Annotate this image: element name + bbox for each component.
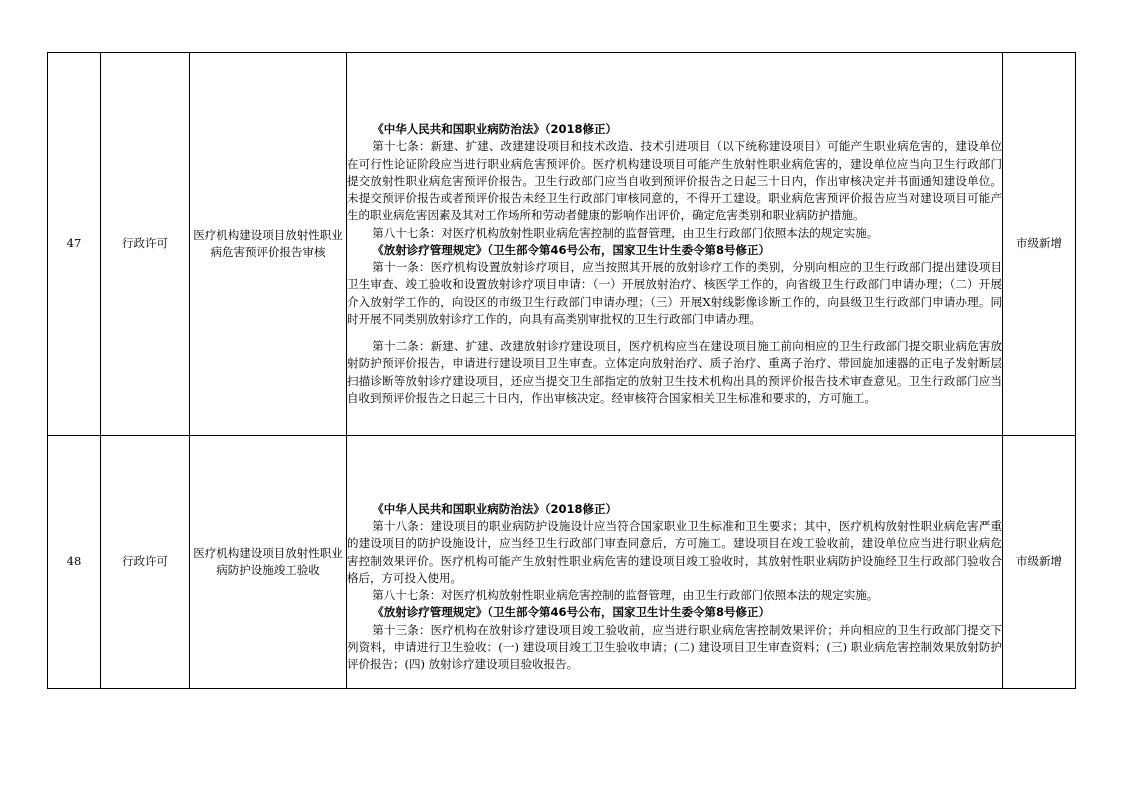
item-table bbox=[47, 52, 1076, 689]
item-type: 行政许可 bbox=[101, 53, 190, 436]
law-article: 第十八条：建设项目的职业病防护设施设计应当符合国家职业卫生标准和卫生要求；其中，医疗机构放射性职业病危害严重的建设项目的防护设施设计，应当经卫生行政部门审查同意后，方可施工。建设项目在竣工验收前，建设单位应当进行职业病危害控制效果评价。医疗机构可能产生放射性职业病危害的建设项目竣工验收时，其放射性职业病防护设施经卫生行政部门验收合格后，方可投入使用。 bbox=[347, 519, 1002, 585]
law-title: 《放射诊疗管理规定》（卫生部令第46号公布，国家卫生计生委令第8号修正） bbox=[372, 605, 771, 620]
law-article: 第十三条：医疗机构在放射诊疗建设项目竣工验收前，应当进行职业病危害控制效果评价；并向相应的卫生行政部门提交下列资料，申请进行卫生验收：(一) 建设项目竣工卫生验收申请；(二) 建设项目卫生审查资料；(三) 职业病危害控制效果放射防护评价报告；(四) 放射诊疗建设项目验收报告。 bbox=[347, 622, 1002, 671]
item-number: 48 bbox=[48, 436, 101, 689]
law-article: 第十七条：新建、扩建、改建建设项目和技术改造、技术引进项目（以下统称建设项目）可能产生职业病危害的，建设单位在可行性论证阶段应当进行职业病危害预评价。医疗机构建设项目可能产生放射性职业病危害的，建设单位应当向卫生行政部门提交放射性职业病危害预评价报告。卫生行政部门应当自收到预评价报告之日起三十日内，作出审核决定并书面通知建设单位。未提交预评价报告或者预评价报告未经卫生行政部门审核同意的，不得开工建设。职业病危害预评价报告应当对建设项目可能产生的职业病危害因素及其对工作场所和劳动者健康的影响作出评价，确定危害类别和职业病防护措施。 bbox=[347, 139, 1002, 223]
law-article: 第八十七条：对医疗机构放射性职业病危害控制的监督管理，由卫生行政部门依照本法的规定实施。 bbox=[372, 588, 879, 602]
item-number: 47 bbox=[48, 53, 101, 436]
law-article: 第十一条：医疗机构设置放射诊疗项目，应当按照其开展的放射诊疗工作的类别，分别向相应的卫生行政部门提出建设项目卫生审查、竣工验收和设置放射诊疗项目申请：（一）开展放射治疗、核医学工作的，向省级卫生行政部门申请办理；（二）开展介入放射学工作的，向设区的市级卫生行政部门申请办理；（三）开展X射线影像诊断工作的，向县级卫生行政部门申请办理。同时开展不同类别放射诊疗工作的，向具有高类别审批权的卫生行政部门申请办理。 bbox=[347, 260, 1002, 326]
law-article: 第十二条：新建、扩建、改建放射诊疗建设项目，医疗机构应当在建设项目施工前向相应的卫生行政部门提交职业病危害放射防护预评价报告，申请进行建设项目卫生审查。立体定向放射治疗、质子治疗、重离子治疗、带回旋加速器的正电子发射断层扫描诊断等放射诊疗建设项目，还应当提交卫生部指定的放射卫生技术机构出具的预评价报告技术审查意见。卫生行政部门应当自收到预评价报告之日起三十日内，作出审核决定。经审核符合国家相关卫生标准和要求的，方可施工。 bbox=[347, 339, 1002, 405]
legal-basis bbox=[347, 436, 1003, 689]
table-row bbox=[48, 436, 1076, 689]
table-row bbox=[48, 53, 1076, 436]
item-name: 医疗机构建设项目放射性职业病防护设施竣工验收 bbox=[190, 436, 347, 689]
law-title: 《放射诊疗管理规定》（卫生部令第46号公布，国家卫生计生委令第8号修正） bbox=[372, 242, 771, 257]
law-title: 《中华人民共和国职业病防治法》（2018修正） bbox=[372, 501, 618, 516]
item-type: 行政许可 bbox=[101, 436, 190, 689]
law-title: 《中华人民共和国职业病防治法》（2018修正） bbox=[372, 122, 618, 136]
legal-basis bbox=[347, 53, 1003, 436]
item-scope: 市级新增 bbox=[1003, 53, 1076, 436]
item-name: 医疗机构建设项目放射性职业病危害预评价报告审核 bbox=[190, 53, 347, 436]
law-article: 第八十七条：对医疗机构放射性职业病危害控制的监督管理，由卫生行政部门依照本法的规定实施。 bbox=[372, 225, 879, 240]
item-scope: 市级新增 bbox=[1003, 436, 1076, 689]
